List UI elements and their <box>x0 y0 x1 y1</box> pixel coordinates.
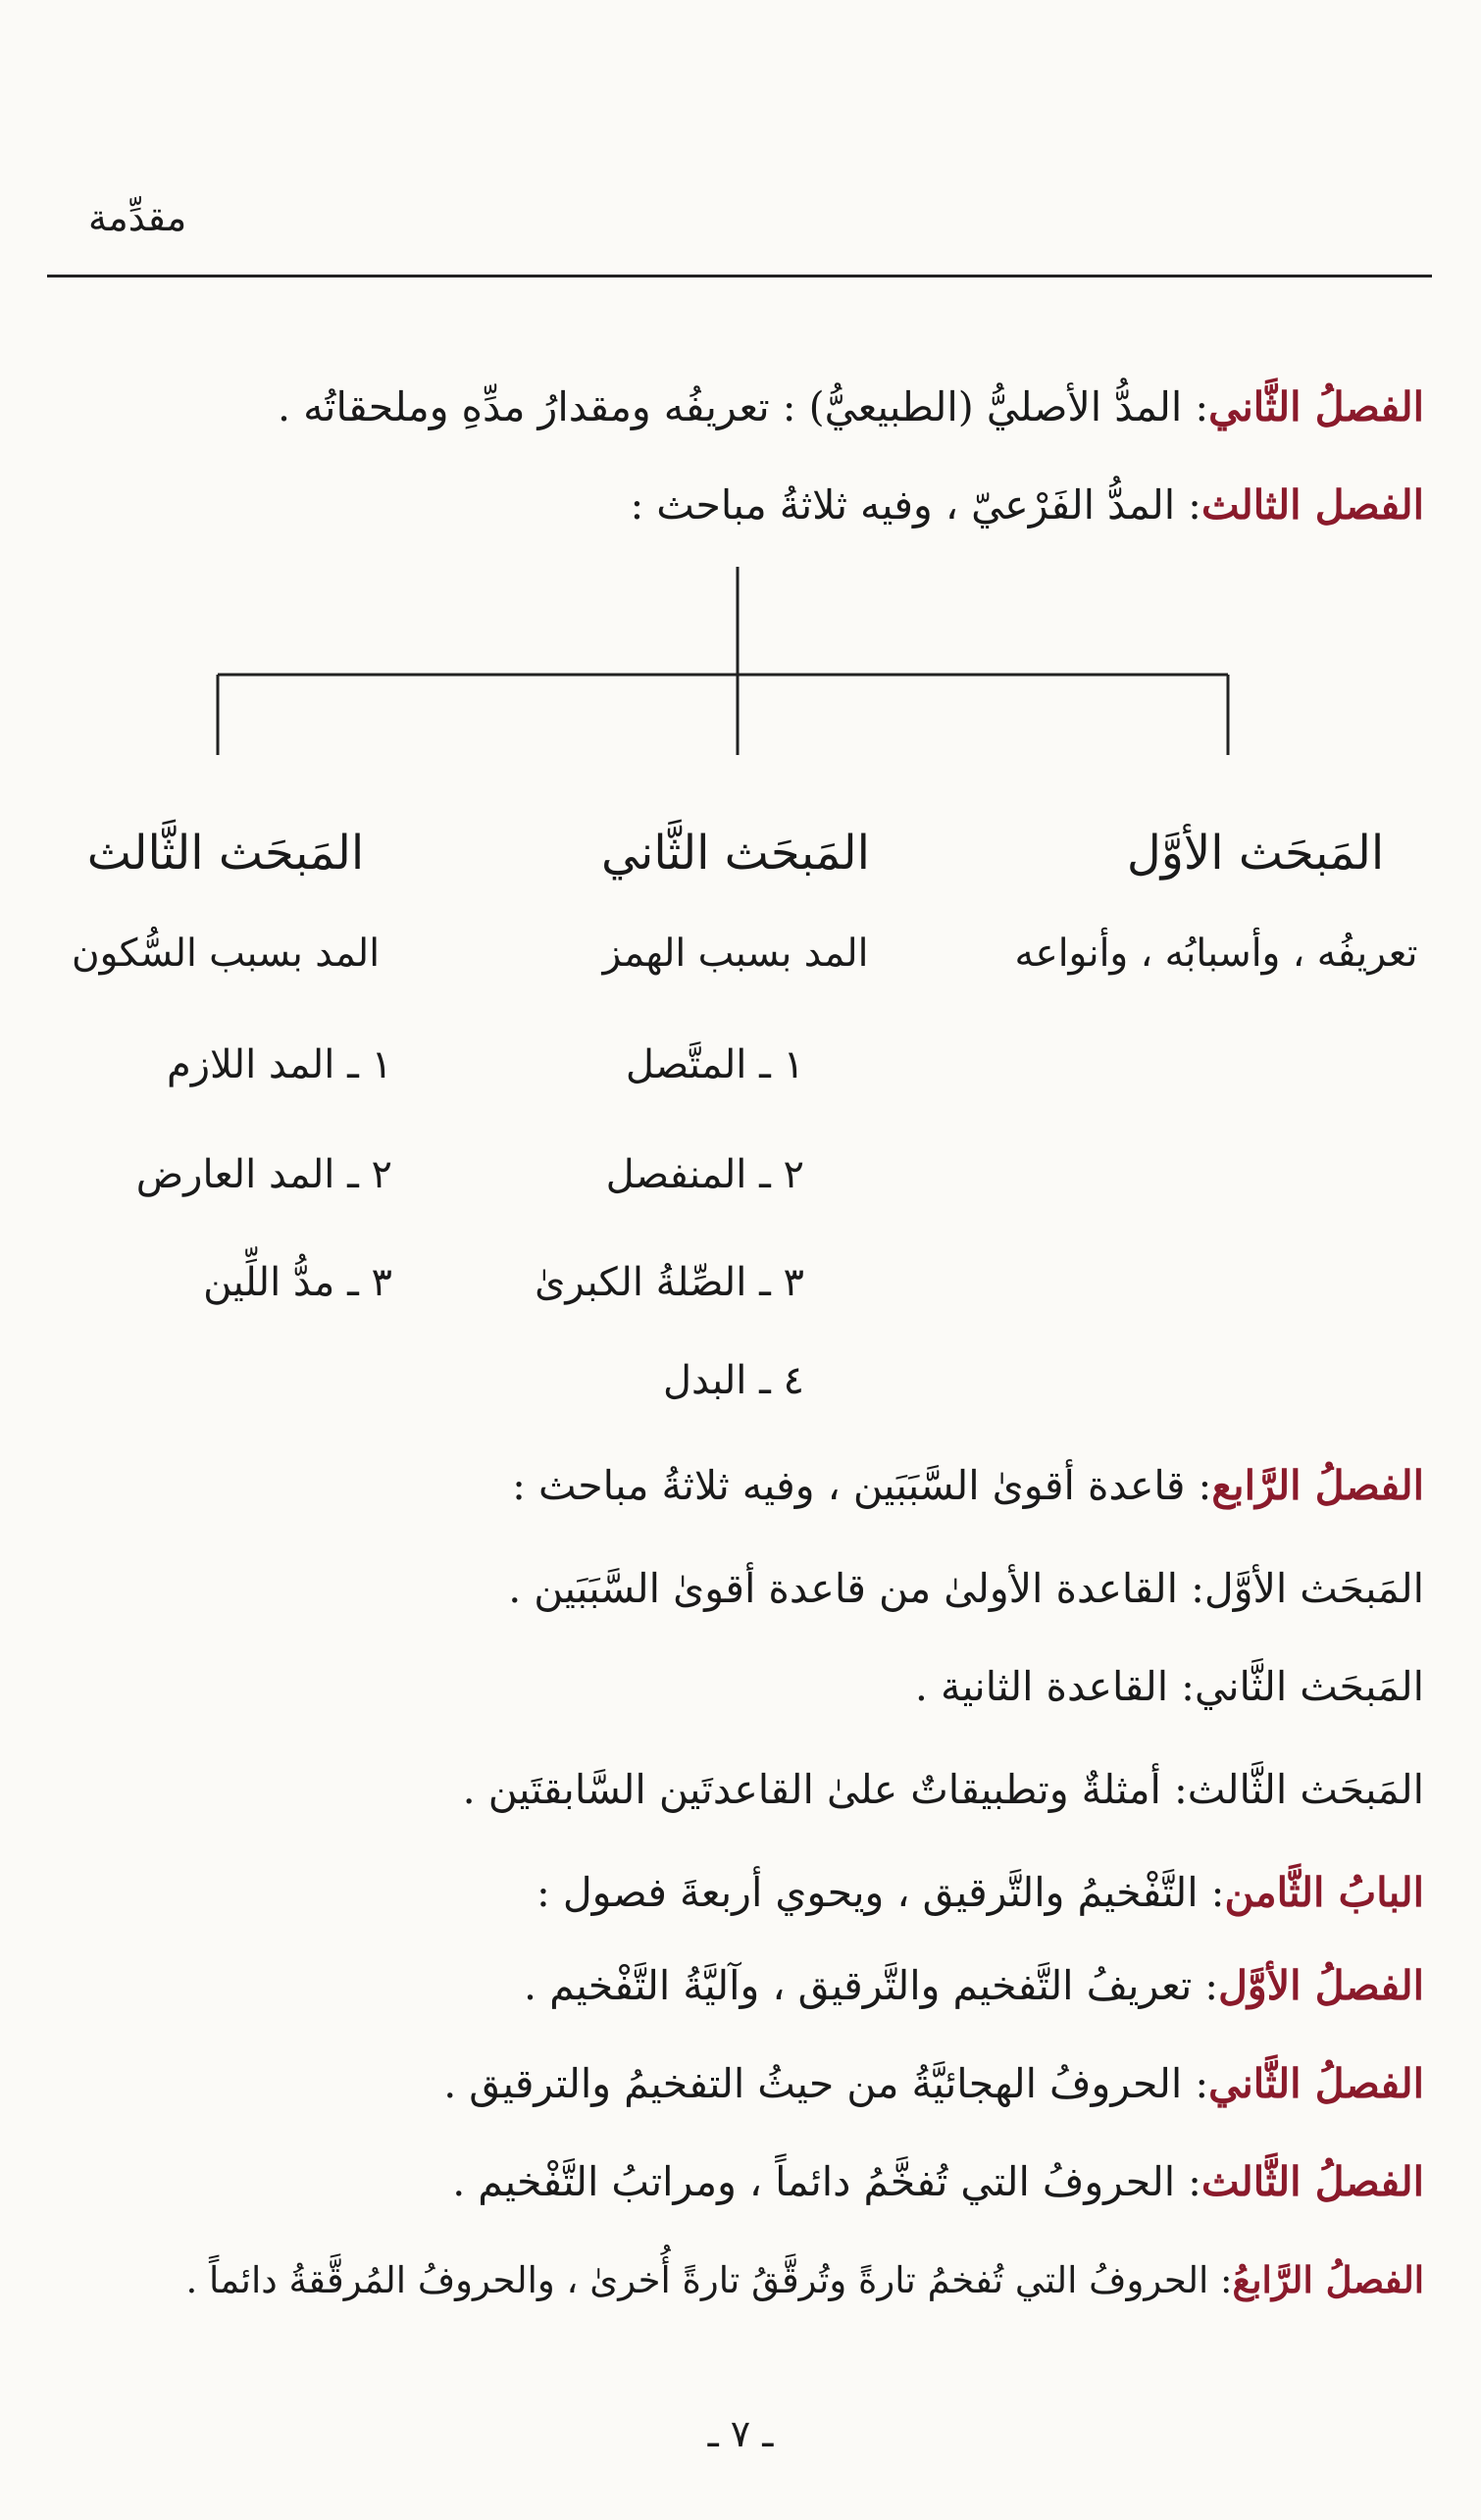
chapter-label: الفصلُ الثَّاني <box>1208 2060 1424 2107</box>
chapter-text: : الحروفُ الهجائيَّةُ من حيثُ التفخيمُ والترقيق . <box>443 2060 1209 2107</box>
subsection-label: المَبحَث الثَّاني <box>1194 1663 1424 1710</box>
list-item: ٢ ـ المنفصل <box>605 1152 804 1197</box>
chapter-line <box>536 1863 1424 1922</box>
page-header-title: مقدِّمة <box>88 196 187 239</box>
chapter-line <box>278 378 1424 436</box>
chapter-text: : الحروفُ التي تُفخمُ تارةً وتُرقَّقُ تارةً أُخرىٰ ، والحروفُ المُرقَّقةُ دائماً . <box>185 2259 1233 2301</box>
list-item: ٤ ـ البدل <box>662 1358 804 1403</box>
header-divider <box>47 275 1432 277</box>
page-number: ـ ٧ ـ <box>707 2412 774 2455</box>
subsection-line <box>508 1559 1424 1618</box>
chapter-line <box>630 476 1424 534</box>
chapter-line <box>185 2250 1424 2310</box>
chapter-label: الفصل الثالث <box>1200 481 1424 529</box>
subsection-text: : القاعدة الأولىٰ من قاعدة أقوىٰ السَّبَبَين . <box>508 1565 1204 1612</box>
subsection-1-subtitle: تعريفُه ، وأسبابُه ، وأنواعه <box>1014 932 1418 976</box>
chapter-line <box>452 2152 1424 2211</box>
list-item: ٢ ـ المد العارض <box>135 1152 392 1197</box>
chapter-label: البابُ الثَّامن <box>1224 1869 1424 1916</box>
subsection-1-heading: المَبحَث الأوَّل <box>1126 826 1385 881</box>
chapter-text: : المدُّ الأصليُّ (الطبيعيُّ) : تعريفُه ومقدارُ مدِّهِ وملحقاتُه . <box>278 383 1209 430</box>
chapter-text: : المدُّ الفَرْعيّ ، وفيه ثلاثةُ مباحث : <box>630 481 1201 529</box>
subsection-text: : أمثلةٌ وتطبيقاتٌ علىٰ القاعدتَين السَّابقتَين . <box>462 1766 1188 1813</box>
chapter-line <box>524 1956 1424 2015</box>
list-item: ١ ـ المتَّصل <box>625 1042 804 1087</box>
chapter-line <box>512 1456 1424 1515</box>
subsection-3-heading: المَبحَث الثَّالث <box>86 826 365 881</box>
subsection-text: : القاعدة الثانية . <box>914 1663 1195 1710</box>
list-item: ٣ ـ مدُّ اللِّين <box>203 1260 392 1305</box>
chapter-label: الفصلُ الأوَّل <box>1218 1962 1424 2009</box>
chapter-text: : قاعدة أقوىٰ السَّبَبَين ، وفيه ثلاثةُ مباحث : <box>512 1462 1212 1509</box>
chapter-label: الفصلُ الرَّابعُ <box>1232 2258 1424 2301</box>
list-item: ١ ـ المد اللازم <box>166 1042 392 1087</box>
subsection-label: المَبحَث الثَّالث <box>1187 1766 1424 1813</box>
chapter-line <box>443 2054 1424 2113</box>
subsection-line <box>463 1760 1424 1819</box>
chapter-text: : التَّفْخيمُ والتَّرقيق ، ويحوي أربعةَ فصول : <box>536 1869 1225 1916</box>
subsection-line <box>915 1657 1424 1716</box>
subsection-2-heading: المَبحَث الثَّاني <box>600 826 870 881</box>
chapter-label: الفصلُ الثَّاني <box>1208 383 1424 430</box>
subsection-2-subtitle: المد بسبب الهمز <box>602 932 869 976</box>
chapter-text: : تعريفُ التَّفخيم والتَّرقيق ، وآليَّةُ التَّفْخيم . <box>524 1962 1219 2009</box>
subsection-3-subtitle: المد بسبب السُّكون <box>71 932 381 976</box>
chapter-label: الفصلُ الرَّابع <box>1211 1462 1424 1509</box>
chapter-text: : الحروفُ التي تُفخَّمُ دائماً ، ومراتبُ التَّفْخيم . <box>452 2158 1201 2205</box>
list-item: ٣ ـ الصِّلةُ الكبرىٰ <box>535 1260 804 1305</box>
subsection-label: المَبحَث الأوَّل <box>1203 1565 1424 1612</box>
chapter-label: الفصلُ الثَّالث <box>1200 2158 1424 2205</box>
